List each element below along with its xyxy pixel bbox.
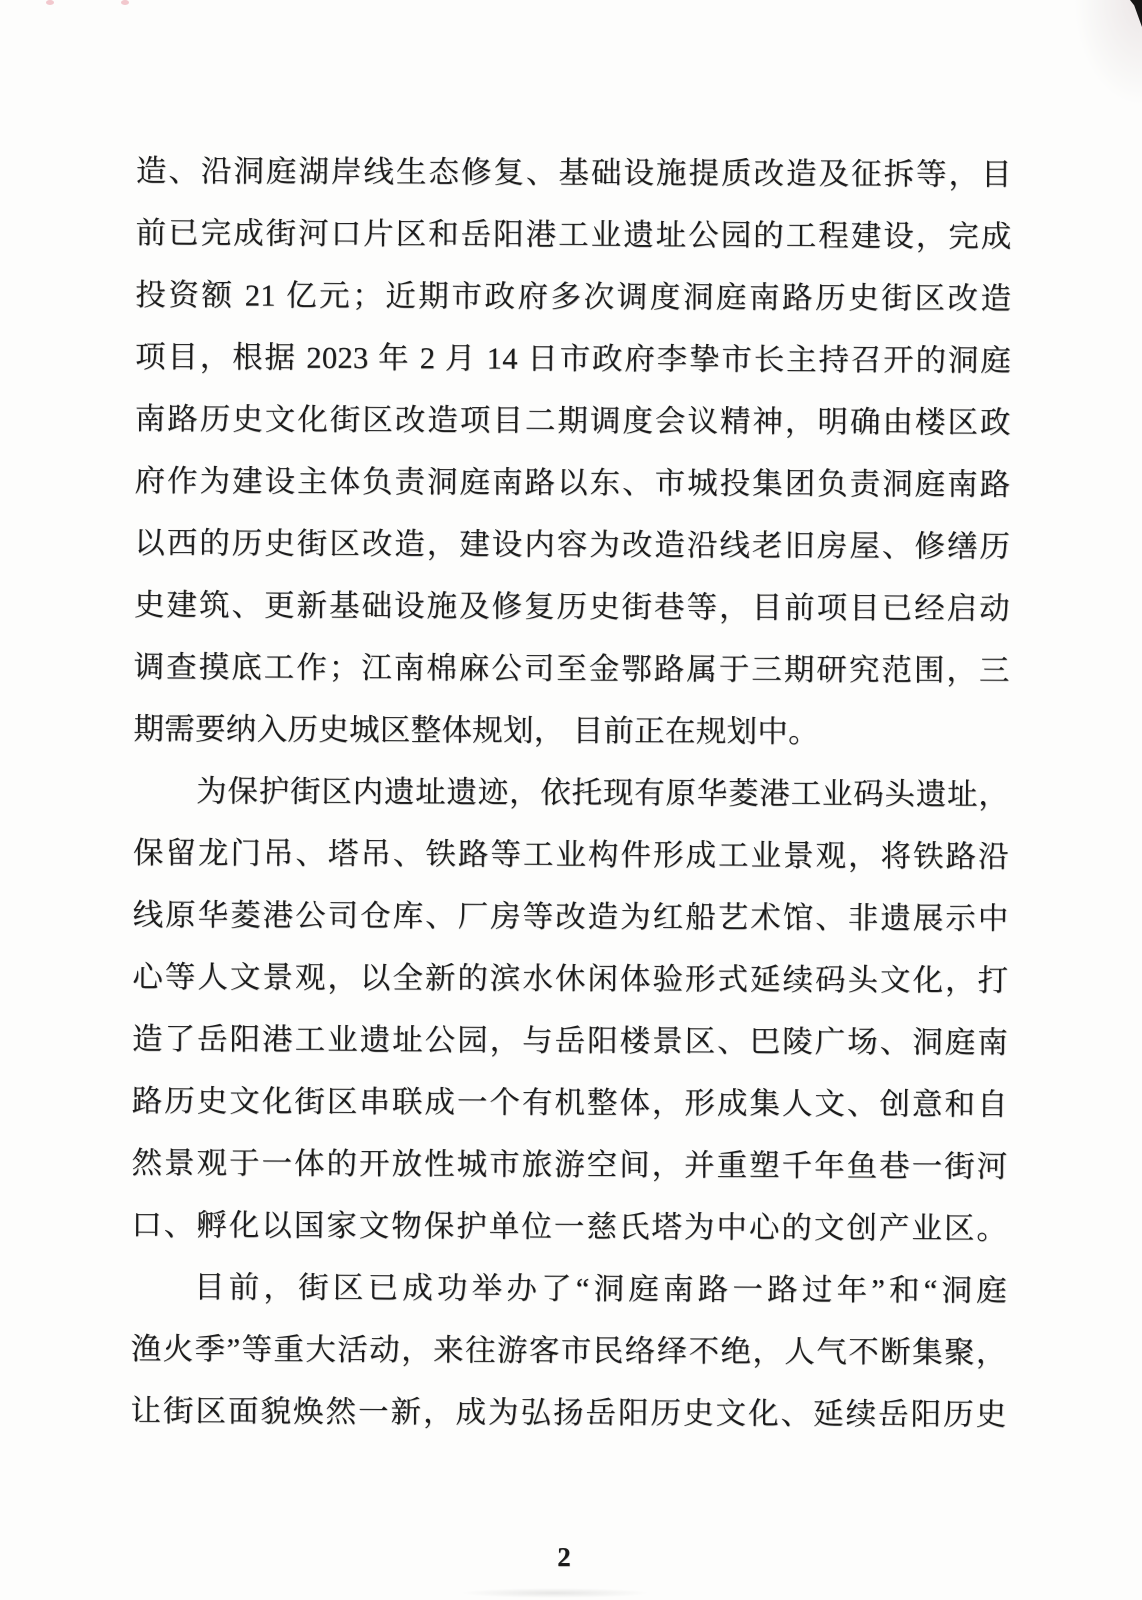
- document-line: 造、沿洞庭湖岸线生态修复、基础设施提质改造及征拆等，目: [135, 153, 1012, 192]
- document-line: 目前，街区已成功举办了“洞庭南路一路过年”和“洞庭: [193, 1270, 1008, 1308]
- document-line: 南路历史文化街区改造项目二期调度会议精神，明确由楼区政: [134, 401, 1011, 440]
- document-line: 线原华菱港公司仓库、厂房等改造为红船艺术馆、非遗展示中: [132, 897, 1009, 936]
- document-line: 渔火季”等重大活动，来往游客市民络绎不绝，人气不断集聚，: [130, 1331, 1007, 1370]
- document-line: 保留龙门吊、塔吊、铁路等工业构件形成工业景观，将铁路沿: [132, 835, 1009, 874]
- staple-mark: [121, 0, 129, 5]
- document-line: 造了岳阳港工业遗址公园，与岳阳楼景区、巴陵广场、洞庭南: [132, 1021, 1009, 1060]
- document-line: 让街区面貌焕然一新，成为弘扬岳阳历史文化、延续岳阳历史: [130, 1393, 1007, 1432]
- document-line: 期需要纳入历史城区整体规划， 目前正在规划中。: [133, 711, 820, 749]
- document-line: 路历史文化街区串联成一个有机整体，形成集人文、创意和自: [131, 1083, 1008, 1122]
- document-line: 以西的历史街区改造，建设内容为改造沿线老旧房屋、修缮历: [134, 525, 1011, 564]
- scan-bottom-smudge: [460, 1588, 650, 1598]
- document-line: 口、孵化以国家文物保护单位一慈氏塔为中心的文创产业区。: [131, 1207, 1008, 1246]
- text-block: [130, 140, 1012, 1446]
- document-line: 调查摸底工作；江南棉麻公司至金鄂路属于三期研究范围，三: [133, 649, 1010, 688]
- scan-corner-mark: [1130, 0, 1142, 27]
- staple-mark: [46, 0, 54, 5]
- page-number: 2: [557, 1542, 571, 1572]
- document-line: 史建筑、更新基础设施及修复历史街巷等，目前项目已经启动: [133, 587, 1011, 626]
- paragraph: [133, 140, 1012, 764]
- document-line: 然景观于一体的开放性城市旅游空间，并重塑千年鱼巷一街河: [131, 1145, 1008, 1184]
- document-line: 为保护街区内遗址遗迹，依托现有原华菱港工业码头遗址，: [196, 774, 1010, 812]
- document-line: 项目，根据 2023 年 2 月 14 日市政府李挚市长主持召开的洞庭: [134, 339, 1012, 378]
- document-line: 府作为建设主体负责洞庭南路以东、市城投集团负责洞庭南路: [134, 463, 1011, 502]
- document-line: 投资额 21 亿元；近期市政府多次调度洞庭南路历史街区改造: [135, 277, 1012, 316]
- document-line: 心等人文景观，以全新的滨水休闲体验形式延续码头文化，打: [132, 959, 1009, 998]
- document-line: 前已完成街河口片区和岳阳港工业遗址公园的工程建设，完成: [135, 215, 1012, 254]
- paragraph: [130, 1256, 1007, 1446]
- paragraph: [131, 760, 1009, 1260]
- scan-corner-shadow: [1072, 0, 1142, 150]
